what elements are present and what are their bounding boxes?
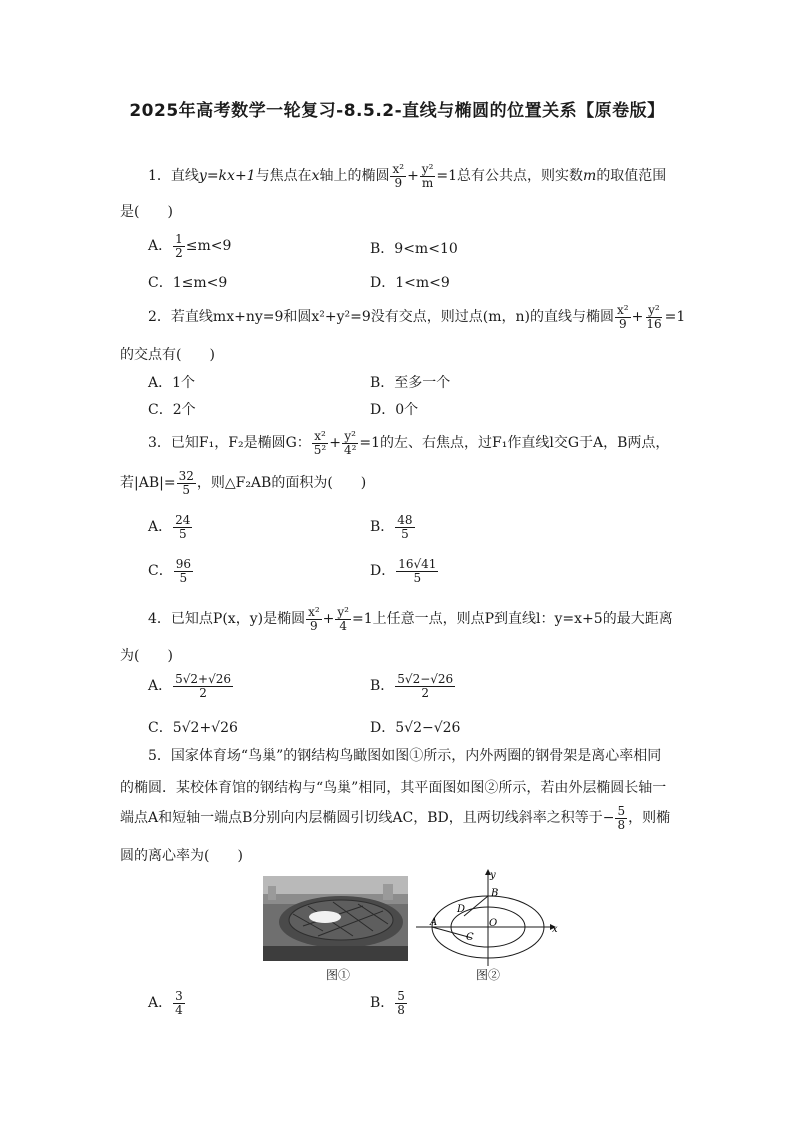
- q4-option-b[interactable]: B． $\frac{5√2-√26}{2}$: [370, 672, 454, 700]
- q3-option-a[interactable]: A． $\frac{24}{5}$: [148, 513, 191, 541]
- q3-option-d[interactable]: D． $\frac{16√41}{5}$: [370, 557, 437, 585]
- q1-stem-line1: 1．直线y=kx+1与焦点在x轴上的椭圆 $\frac{\text{x²}}{9}$ + $\frac{\text{y²}}{m}$ =1总有公共点，则实数m的取值范围: [148, 162, 667, 190]
- q5-stem-line1: 5．国家体育场“鸟巢”的钢结构鸟瞰图如图①所示，内外两圈的钢骨架是离心率相同: [148, 748, 662, 764]
- q2-stem-line2: 的交点有( ): [120, 347, 215, 363]
- q2-frac-x: $\frac{\text{x²}}{9}$: [617, 303, 629, 331]
- q2-frac-y: $\frac{\text{y²}}{16}$: [646, 303, 662, 331]
- q3-frac-x: $\frac{\text{x²}}{\text{5²}}$: [313, 429, 327, 457]
- q5-slope-frac: $\frac{5}{8}$: [617, 804, 626, 832]
- q3-frac-y: $\frac{\text{y²}}{\text{4²}}$: [343, 429, 357, 457]
- diagram-label-x: x: [552, 924, 558, 935]
- diagram-label-c: C: [466, 932, 474, 943]
- q2-option-c[interactable]: C．2个: [148, 402, 196, 418]
- ellipse-diagram: [410, 866, 562, 971]
- diagram-label-d: D: [457, 904, 466, 915]
- q2-option-b[interactable]: B．至多一个: [370, 375, 451, 391]
- q5-option-a[interactable]: A． $\frac{3}{4}$: [148, 989, 183, 1017]
- diagram-label-b: B: [491, 888, 499, 899]
- q1-number: 1．: [148, 168, 171, 185]
- q3-option-c[interactable]: C． $\frac{96}{5}$: [148, 557, 191, 585]
- q3-stem-line2: 若|AB|= $\frac{32}{5}$ ，则△F₂AB的面积为( ): [120, 469, 367, 497]
- q2-stem-line1: 2．若直线mx+ny=9和圆x²+y²=9没有交点，则过点(m，n)的直线与椭圆 $\frac{\text{x²}}{9}$ + $\frac{\text{y²}}{16}$ =1: [148, 303, 686, 331]
- q3-stem-line1: 3．已知F₁，F₂是椭圆G： $\frac{\text{x²}}{\text{5²}}$ + $\frac{\text{y²}}{\text{4²}}$ =1的左、右焦点，过F₁作直线l交G于A，B两点，: [148, 429, 670, 457]
- q4-stem-line1: 4．已知点P(x，y)是椭圆 $\frac{\text{x²}}{9}$ + $\frac{\text{y²}}{4}$ =1上任意一点，则点P到直线l：y=x+5的最大距离: [148, 605, 673, 633]
- page-title: 2025年高考数学一轮复习-8.5.2-直线与椭圆的位置关系【原卷版】: [129, 101, 665, 121]
- q1-option-c[interactable]: C．1≤m<9: [148, 275, 228, 291]
- q4-frac-x: $\frac{\text{x²}}{9}$: [308, 605, 320, 633]
- q3-option-b[interactable]: B． $\frac{48}{5}$: [370, 513, 413, 541]
- q1-option-d[interactable]: D．1<m<9: [370, 275, 450, 291]
- q5-number: 5．: [148, 748, 171, 764]
- q4-option-d[interactable]: D．5√2−√26: [370, 720, 461, 736]
- q3-ab-frac: $\frac{32}{5}$: [178, 469, 194, 497]
- q2-option-d[interactable]: D．0个: [370, 402, 419, 418]
- diagram-label-a: A: [430, 917, 438, 928]
- q1-option-a-frac: $\frac{1}{2}$: [175, 232, 183, 260]
- q4-option-c[interactable]: C．5√2+√26: [148, 720, 238, 736]
- q3-number: 3．: [148, 435, 171, 452]
- q4-number: 4．: [148, 611, 171, 628]
- diagram-label-y: y: [490, 870, 496, 881]
- q4-frac-y: $\frac{\text{y²}}{4}$: [337, 605, 349, 633]
- figure-2-caption: 图②: [476, 968, 501, 982]
- q5-stem-line2: 的椭圆．某校体育馆的钢结构与“鸟巢”相同，其平面图如图②所示，若由外层椭圆长轴一: [120, 780, 667, 796]
- diagram-label-o: O: [489, 918, 498, 929]
- q5-stem-line3: 端点A和短轴一端点B分别向内层椭圆引切线AC，BD，且两切线斜率之积等于− $\frac{5}{8}$ ，则椭: [120, 804, 671, 832]
- q1-frac-x: $\frac{\text{x²}}{9}$: [392, 162, 405, 190]
- figure-1-caption: 图①: [326, 968, 351, 982]
- q5-option-b[interactable]: B． $\frac{5}{8}$: [370, 989, 405, 1017]
- q5-stem-line4: 圆的离心率为( ): [120, 848, 243, 864]
- q1-stem-line2: 是( ): [120, 204, 173, 220]
- q2-option-a[interactable]: A．1个: [148, 375, 196, 391]
- birds-nest-photo: [263, 876, 408, 961]
- q1-option-b[interactable]: B．9<m<10: [370, 241, 458, 257]
- q1-frac-y: $\frac{\text{y²}}{m}$: [421, 162, 434, 190]
- q1-option-a[interactable]: A． $\frac{1}{2}$ ≤m<9: [148, 232, 232, 260]
- q4-stem-line2: 为( ): [120, 648, 173, 664]
- q2-number: 2．: [148, 309, 171, 326]
- q4-option-a[interactable]: A． $\frac{5√2+√26}{2}$: [148, 672, 232, 700]
